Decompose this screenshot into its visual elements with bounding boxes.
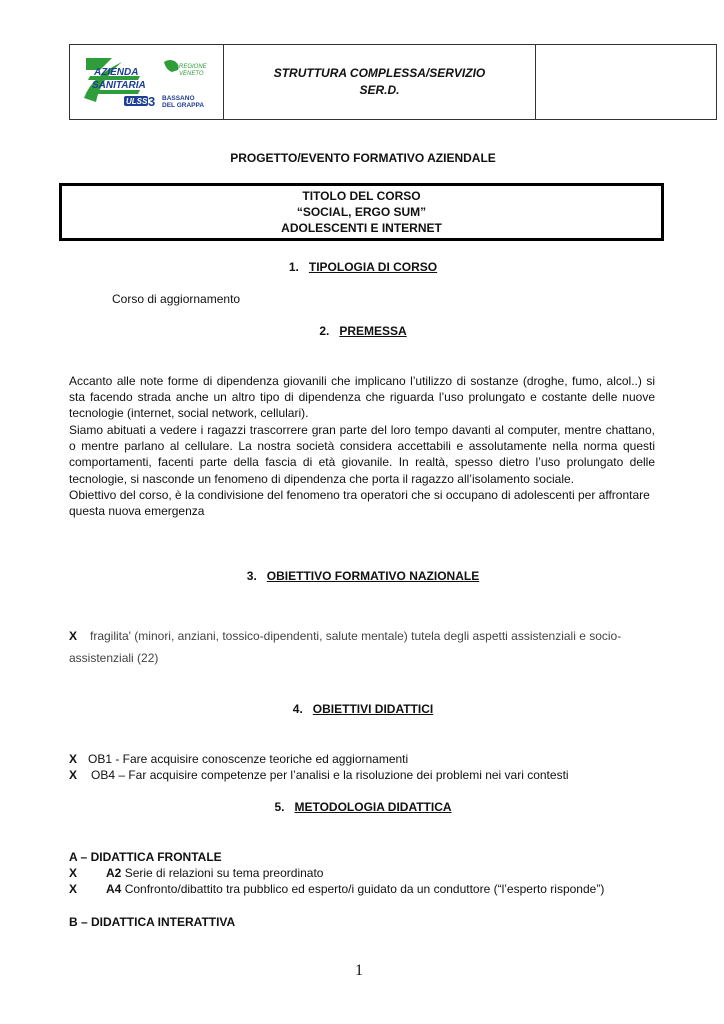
- national-objective-line-2: assistenziali (22): [69, 651, 159, 665]
- premessa-paragraph-1: Accanto alle note forme di dipendenza giovanili che implicano l’utilizzo di sostanze (droghe, fumo, alcol..) si sta facendo strada anche un altro tipo di dipendenza che riguarda l’uso prolungato e costante delle nuove tecnologie (internet, social network, cellulari).: [69, 374, 655, 421]
- service-name: SER.D.: [359, 83, 400, 97]
- azienda-sanitaria-logo: [82, 56, 212, 108]
- section-4-heading: [69, 702, 657, 716]
- doc-heading: PROGETTO/EVENTO FORMATIVO AZIENDALE: [230, 151, 496, 165]
- svg-text:BASSANO: BASSANO: [162, 95, 195, 102]
- svg-text:DEL GRAPPA: DEL GRAPPA: [162, 102, 205, 108]
- course-title-box: [59, 183, 664, 241]
- svg-text:REGIONE: REGIONE: [179, 64, 207, 70]
- checkmark-x: X: [69, 882, 78, 896]
- svg-text:3: 3: [148, 94, 156, 108]
- structure-cell: [224, 45, 536, 119]
- premessa-paragraph-2: Siamo abituati a vedere i ragazzi trascorrere gran parte del loro tempo davanti al computer, mentre chattano, o mentre parlano al cellulare. La nostra società considera accettabili e assolutamente nella norma questi comportamenti, facenti parte della fascia di età giovanile. In realtà, spesso dietro l’uso prolungato delle tecnologie, si nasconde un fenomeno di dipendenza che porta il ragazzo all’isolamento sociale.: [69, 423, 655, 486]
- methodology-code: A4: [106, 882, 122, 896]
- section-number: 3.: [246, 569, 257, 583]
- frontal-teaching-heading: A – DIDATTICA FRONTALE: [69, 850, 222, 864]
- section-title: TIPOLOGIA DI CORSO: [308, 260, 438, 274]
- section-1-heading: [69, 260, 657, 274]
- svg-text:SANITARIA: SANITARIA: [92, 80, 146, 91]
- national-objective: [69, 625, 669, 669]
- premessa-paragraph-3: Obiettivo del corso, è la condivisione del fenomeno tra operatori che si occupano di adolescenti per affrontare questa nuova emergenza: [69, 488, 650, 519]
- section-title: OBIETTIVO FORMATIVO NAZIONALE: [266, 569, 480, 583]
- checkmark-x: X: [69, 629, 78, 643]
- course-type: Corso di aggiornamento: [112, 292, 241, 306]
- section-number: 1.: [288, 260, 299, 274]
- checkmark-x: X: [69, 752, 78, 766]
- section-title: OBIETTIVI DIDATTICI: [312, 702, 434, 716]
- svg-text:AZIENDA: AZIENDA: [94, 67, 139, 78]
- structure-name: STRUTTURA COMPLESSA/SERVIZIO: [273, 66, 486, 80]
- section-title: METODOLOGIA DIDATTICA: [294, 800, 452, 814]
- methodology-item: [69, 865, 669, 881]
- section-number: 2.: [319, 324, 330, 338]
- section-number: 5.: [274, 800, 285, 814]
- methodology-item: [69, 881, 669, 897]
- methodology-text: Serie di relazioni su tema preordinato: [124, 866, 324, 880]
- interactive-teaching-heading: B – DIDATTICA INTERATTIVA: [69, 915, 236, 929]
- course-title: “SOCIAL, ERGO SUM”: [296, 205, 427, 219]
- checkmark-x: X: [69, 768, 78, 782]
- page-number: 1: [355, 962, 363, 979]
- didactic-objective-item: [69, 751, 669, 767]
- didactic-objective-text: OB1 - Fare acquisire conoscenze teoriche ed aggiornamenti: [88, 752, 409, 766]
- methodology-text: Confronto/dibattito tra pubblico ed esperto/i guidato da un conduttore (“l’esperto risponde”): [124, 882, 605, 896]
- course-title-label: TITOLO DEL CORSO: [302, 189, 421, 203]
- svg-text:VENETO: VENETO: [179, 71, 204, 77]
- national-objective-line-1: fragilita' (minori, anziani, tossico-dipendenti, salute mentale) tutela degli aspetti assistenziali e socio-: [90, 629, 622, 643]
- logo-cell: [70, 45, 224, 119]
- svg-text:ULSS: ULSS: [126, 97, 148, 106]
- didactic-objective-item: [69, 767, 669, 783]
- section-number: 4.: [292, 702, 303, 716]
- didactic-objective-text: OB4 – Far acquisire competenze per l’analisi e la risoluzione dei problemi nei vari contesti: [91, 768, 569, 782]
- course-subtitle: ADOLESCENTI E INTERNET: [281, 221, 442, 235]
- section-title: PREMESSA: [339, 324, 407, 338]
- section-5-heading: [69, 800, 657, 814]
- header-table: [69, 44, 717, 120]
- section-2-heading: [69, 324, 657, 338]
- section-3-heading: [69, 569, 657, 583]
- methodology-code: A2: [106, 866, 122, 880]
- empty-cell: [536, 45, 716, 119]
- checkmark-x: X: [69, 866, 78, 880]
